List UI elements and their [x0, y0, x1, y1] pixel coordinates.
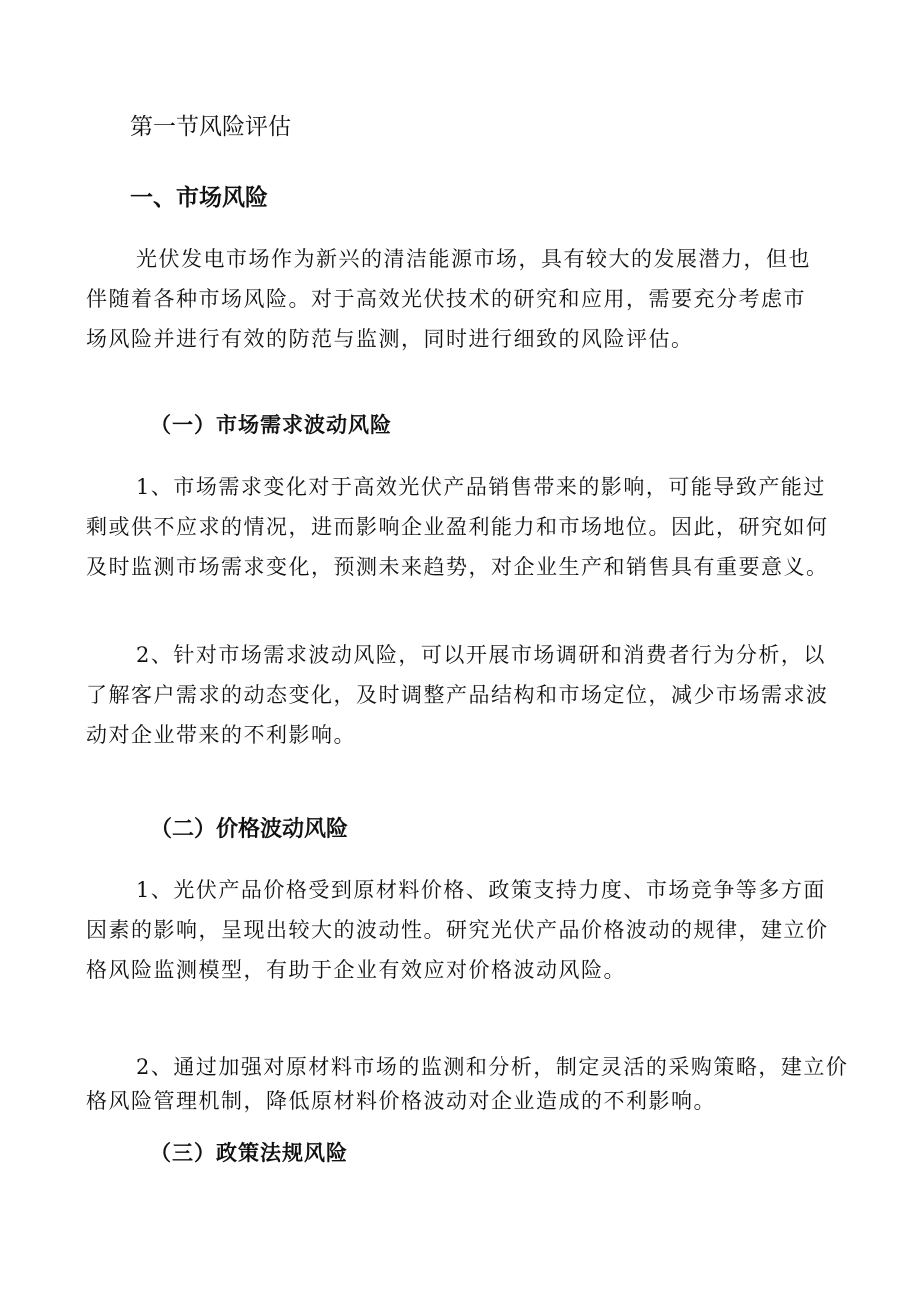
text-line: 因素的影响，呈现出较大的波动性。研究光伏产品价格波动的规律，建立价 — [86, 918, 829, 942]
paragraph-demand-1 — [86, 467, 846, 587]
text-line: 格风险监测模型，有助于企业有效应对价格波动风险。 — [86, 958, 626, 982]
subheading-policy-regulation: （三）政策法规风险 — [150, 1140, 348, 1165]
paragraph-price-2 — [86, 1050, 849, 1118]
subheading-demand-fluctuation: （一）市场需求波动风险 — [150, 412, 392, 437]
text-line: 2、针对市场需求波动风险，可以开展市场调研和消费者行为分析，以 — [136, 643, 826, 667]
text-line: 场风险并进行有效的防范与监测，同时进行细致的风险评估。 — [86, 327, 694, 351]
text-line: 格风险管理机制，降低原材料价格波动对企业造成的不利影响。 — [86, 1089, 716, 1113]
heading-market-risk: 一、市场风险 — [130, 185, 268, 211]
text-line: 光伏发电市场作为新兴的清洁能源市场，具有较大的发展潜力，但也 — [136, 247, 811, 271]
paragraph-demand-2 — [86, 635, 846, 755]
text-line: 1、光伏产品价格受到原材料价格、政策支持力度、市场竞争等多方面 — [136, 878, 826, 902]
text-line: 了解客户需求的动态变化，及时调整产品结构和市场定位，减少市场需求波 — [86, 683, 829, 707]
subheading-price-fluctuation: （二）价格波动风险 — [150, 817, 349, 842]
section-title: 第一节风险评估 — [130, 114, 291, 140]
paragraph-price-1 — [86, 870, 846, 990]
text-line: 及时监测市场需求变化，预测未来趋势，对企业生产和销售具有重要意义。 — [86, 555, 829, 579]
text-line: 2、通过加强对原材料市场的监测和分析，制定灵活的采购策略，建立价 — [136, 1055, 849, 1079]
intro-paragraph — [86, 239, 846, 359]
text-line: 伴随着各种市场风险。对于高效光伏技术的研究和应用，需要充分考虑市 — [86, 287, 806, 311]
text-line: 1、市场需求变化对于高效光伏产品销售带来的影响，可能导致产能过 — [136, 475, 826, 499]
text-line: 动对企业带来的不利影响。 — [86, 723, 356, 747]
text-line: 剩或供不应求的情况，进而影响企业盈利能力和市场地位。因此，研究如何 — [86, 515, 829, 539]
